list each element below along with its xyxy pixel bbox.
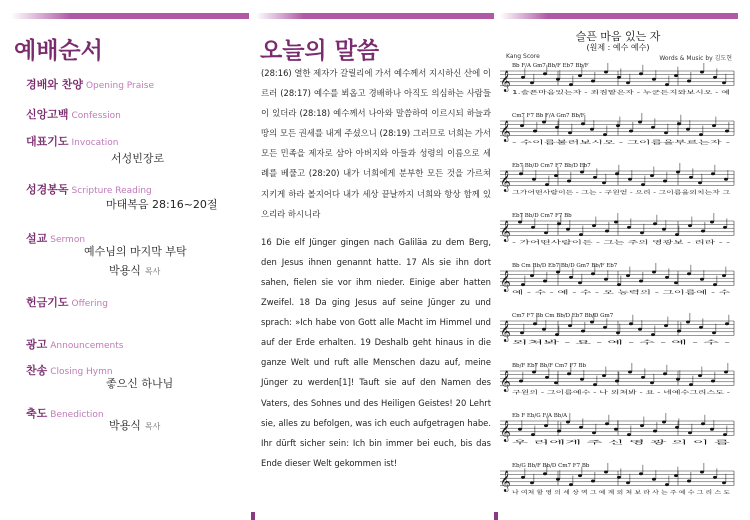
staff-line xyxy=(498,310,738,358)
order-item-ko: 찬송 xyxy=(26,364,48,377)
pastor-name: 박용식 xyxy=(109,419,141,432)
scripture-german: 16 Die elf Jünger gingen nach Galiläa zu dem Berg, den Jesus ihnen genannt hatte. 17 Als sie ihn dort sahen, fielen sie vor ihm nieder. Einige aber hatten Zweifel. 18 Da ging Jesus auf seine Jünger zu und sprach: »Ich habe von Gott alle Macht im Himmel und auf der Erde erhalten. 19 Deshalb geht hinaus in die ganze Welt und ruft alle Menschen dazu auf, meine Jünger zu werden[1]! Tauft sie auf den Namen des Vaters, des Sohnes und des Heiligen Geistes! 20 Lehrt sie, alles zu befolgen, was ich euch aufgetragen habe. Ihr dürft sicher sein: Ich bin immer bei euch, bis das Ende dieser Welt gekommen ist! xyxy=(261,236,491,468)
lyric-line: 1.슬픈마음있는자 - 죄짐맡은자 - 누군든지와보시오 - 예 xyxy=(512,90,638,96)
treble-clef-icon: 𝄞 xyxy=(500,321,511,342)
lyric-line: 우 리에게 주 신 영 광 의 이 름 xyxy=(512,440,581,446)
preacher-name: 박용식 xyxy=(109,264,141,277)
chord-symbols: Eb F Eb/G F/A Bb/A xyxy=(512,413,568,419)
order-item-en: Closing Hymn xyxy=(50,367,113,377)
staff-line xyxy=(498,160,738,208)
worship-order-title: 예배순서 xyxy=(14,38,103,64)
chord-symbols: Eb7 Bb/D Cm7 F7 Bb xyxy=(512,213,572,219)
lyric-line: 외쳐봐 - 요 - 예 - 수 - 예 - 수 - xyxy=(512,340,582,346)
chord-symbols: Bb Cm Bb/D Eb7 Bb/D Gm7 Bb/F Eb7 xyxy=(512,263,618,269)
order-item-opening-praise xyxy=(26,73,154,92)
sermon-title: 예수님의 마지막 부탁 xyxy=(84,245,187,258)
order-item-en: Benediction xyxy=(50,410,104,420)
pastor-role: 목사 xyxy=(144,422,161,431)
chord-symbols: Cm7 F7 Bb Cm Bb/D Eb7 Bb/D Gm7 xyxy=(512,313,614,319)
chord-symbols: Bb F/A Gm7 Bb/F Eb7 Bb/F xyxy=(512,63,589,69)
staff-line xyxy=(498,60,738,108)
sermon-preacher xyxy=(109,262,160,278)
staff-line xyxy=(498,210,738,258)
order-item-en: Scripture Reading xyxy=(71,186,152,196)
order-item-en: Invocation xyxy=(71,138,119,148)
song-title: 슬픈 마음 있는 자 xyxy=(575,30,661,43)
score-kind: Kang Score xyxy=(506,53,540,60)
order-item-en: Confession xyxy=(71,111,121,121)
order-item-ko: 설교 xyxy=(26,232,48,245)
order-item-ko: 경배와 찬양 xyxy=(26,78,83,91)
order-item-ko: 축도 xyxy=(26,407,48,420)
chord-symbols: Bb/F Eb7 Bb/F Cm7 F7 Bb xyxy=(512,363,587,369)
order-item-offering xyxy=(26,291,108,310)
scripture-body xyxy=(261,63,491,481)
treble-clef-icon: 𝄞 xyxy=(500,71,511,92)
order-item-confession xyxy=(26,103,121,122)
closing-hymn-title: 좋으신 하나님 xyxy=(106,377,174,390)
treble-clef-icon: 𝄞 xyxy=(500,121,511,142)
chord-symbols: Cm7 F7 Bb F/A Gm7 Bb/F xyxy=(512,113,585,119)
song-subtitle: (원제 : 예수 예수) xyxy=(586,43,650,52)
treble-clef-icon: 𝄞 xyxy=(500,171,511,192)
treble-clef-icon: 𝄞 xyxy=(500,271,511,292)
order-item-ko: 대표기도 xyxy=(26,135,69,148)
order-item-en: Sermon xyxy=(50,235,86,245)
right-header-bar xyxy=(500,13,738,19)
staff-line xyxy=(498,410,738,458)
invocation-leader: 서성빈장로 xyxy=(111,152,165,165)
treble-clef-icon: 𝄞 xyxy=(500,371,511,392)
scripture-korean: (28:16) 열한 제자가 갈릴리에 가서 예수께서 지시하신 산에 이르러 (28:17) 예수를 뵈옵고 경배하나 아직도 의심하는 사람들이 있더라 (28:18) 예수께서 나아와 말씀하여 이르시되 하늘과 땅의 모든 권세를 내게 주셨으니 (28:19) 그러므로 너희는 가서 모든 민족을 제자로 삼아 아버지와 아들과 성령의 이름으로 세례를 베풀고 (28:20) 내가 너희에게 분부한 모든 것을 가르쳐 지키게 하라 볼지어다 내가 세상 끝날까지 너희와 항상 함께 있으리라 하시니라 xyxy=(261,68,491,219)
chord-symbols: Eb7 Bb/D Cm7 F7 Bb/D Eb7 xyxy=(512,163,591,169)
lyric-line: 구원의 - 그이름예수 - 나 외쳐봐 - 요 - 네예수그리스도 - xyxy=(512,390,639,396)
order-item-ko: 광고 xyxy=(26,338,48,351)
scripture-title: 오늘의 말씀 xyxy=(260,38,380,64)
order-item-en: Opening Praise xyxy=(85,81,154,91)
order-item-scripture-reading xyxy=(26,178,152,197)
lyric-line: 예 - 수 - 예 - 수 - 오 능력의 - 그이름예 - 수 xyxy=(512,290,610,296)
lyric-line: - 수이름불러보시오 - 그이름을부르는자 - xyxy=(512,140,605,146)
treble-clef-icon: 𝄞 xyxy=(500,221,511,242)
lyric-line: 나 여쳐 할 영 의 세 상 역 그 예 계 외 쳐 보 라 사 는 주 예 수 그 리 스 도 xyxy=(512,490,676,496)
order-item-closing-hymn xyxy=(26,359,113,378)
order-item-en: Offering xyxy=(71,299,108,309)
staff-line xyxy=(498,360,738,408)
lyric-line: - 가어떤사람이든 - 그는 주의 영광보 - 리라 - - xyxy=(512,240,617,246)
order-item-ko: 신앙고백 xyxy=(26,108,69,121)
worship-order-column xyxy=(11,0,247,519)
scripture-column xyxy=(256,0,494,519)
order-item-ko: 성경봉독 xyxy=(26,183,69,196)
staff-line xyxy=(498,260,738,308)
order-item-ko: 헌금기도 xyxy=(26,296,69,309)
staff-line xyxy=(498,110,738,158)
staff-line xyxy=(498,460,738,508)
preacher-role: 목사 xyxy=(144,267,161,276)
order-item-invocation xyxy=(26,130,118,149)
order-item-sermon xyxy=(26,227,85,246)
treble-clef-icon: 𝄞 xyxy=(500,421,511,442)
treble-clef-icon: 𝄞 xyxy=(500,471,511,492)
benediction-pastor xyxy=(109,417,160,433)
chord-symbols: Eb/G Bb/F Bb/D Cm7 F7 Bb xyxy=(512,463,590,469)
scripture-reference: 마태복음 28:16~20절 xyxy=(106,198,218,211)
order-item-en: Announcements xyxy=(50,341,124,351)
order-item-benediction xyxy=(26,402,104,421)
lyric-line: 그가어떤사람이든 - 그는 - 구원얻 - 으리 - 그이름을외치는자 그 xyxy=(512,190,655,196)
score-credit: Words & Music by 김도현 xyxy=(659,55,732,62)
sheet-music xyxy=(496,22,740,512)
order-item-announcements xyxy=(26,333,123,352)
